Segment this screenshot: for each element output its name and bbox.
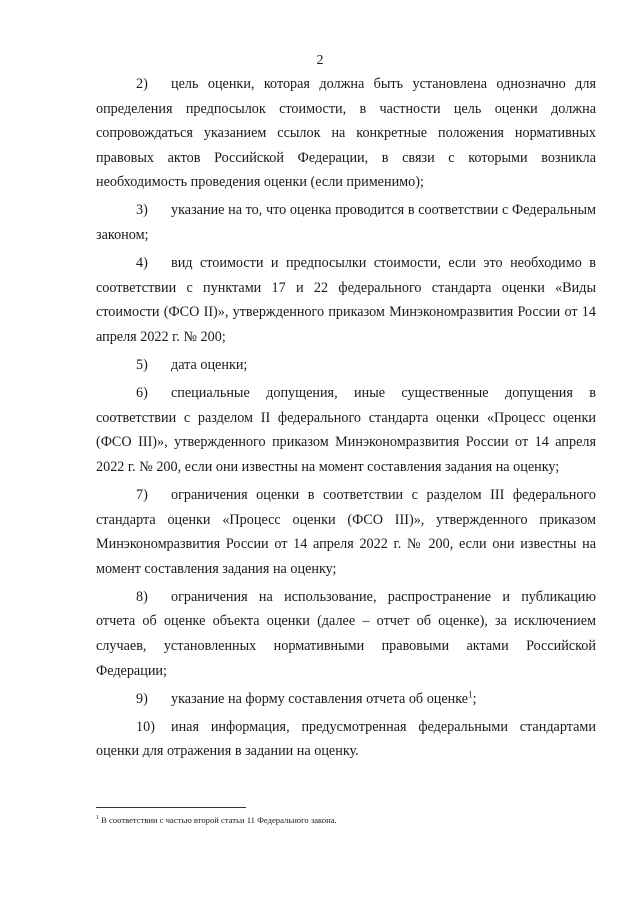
list-item-9	[96, 687, 596, 712]
item-text: ограничения оценки в соответствии с разделом III федерального стандарта оценки «Процесс оценки (ФСО III)», утвержденного приказом Минэкономразвития России от 14 апреля 2022 г. № 200, если они известны на момент составления задания на оценку;	[96, 487, 596, 577]
list-item-10	[96, 715, 596, 764]
list-item-7	[96, 483, 596, 581]
list-item-8	[96, 585, 596, 683]
item-number: 7)	[136, 487, 148, 503]
item-text: указание на форму составления отчета об оценке	[171, 690, 469, 707]
item-number: 6)	[136, 385, 148, 402]
page-number: 2	[316, 53, 324, 68]
list-item-6	[96, 381, 596, 479]
item-text: ограничения на использование, распространение и публикацию отчета об оценке объекта оценки (далее – отчет об оценке), за исключением случаев, установленных нормативными правовыми актами Российской Федерации;	[96, 588, 596, 679]
item-text: специальные допущения, иные существенные допущения в соответствии с разделом II федерального стандарта оценки «Процесс оценки (ФСО III)», утвержденного приказом Минэкономразвития России от 14 апреля 2022 г. № 200, если они известны на момент составления задания на оценку;	[96, 385, 596, 475]
item-text: указание на то, что оценка проводится в соответствии с Федеральным законом;	[96, 202, 596, 244]
item-text: цель оценки, которая должна быть установлена однозначно для определения предпосылок стоимости, в частности цель оценки должна сопровождаться указанием ссылок на конкретные положения нормативных правовых актов Российской Федерации, в связи с которыми возникла необходимость проведения оценки (если применимо);	[96, 76, 596, 191]
list-body	[96, 72, 596, 768]
item-number: 8)	[136, 588, 148, 605]
item-number: 5)	[136, 357, 148, 374]
item-text: дата оценки;	[171, 357, 248, 374]
list-item-5	[96, 353, 596, 378]
item-text-end: ;	[472, 690, 477, 707]
item-number: 9)	[136, 690, 148, 707]
item-number: 10)	[136, 718, 155, 735]
footnote-text: В соответствии с частью второй статьи 11 Федерального закона.	[99, 815, 337, 825]
footnote-reference[interactable]: 1	[468, 689, 473, 700]
item-number: 2)	[136, 76, 148, 92]
item-text: вид стоимости и предпосылки стоимости, если это необходимо в соответствии с пунктами 17 и 22 федерального стандарта оценки «Виды стоимости (ФСО II)», утвержденного приказом Минэкономразвития России от 14 апреля 2022 г. № 200;	[96, 255, 596, 345]
list-item-2	[96, 72, 596, 195]
item-text: иная информация, предусмотренная федеральными стандартами оценки для отражения в задании на оценку.	[96, 718, 596, 760]
item-number: 4)	[136, 255, 148, 272]
footnote	[96, 814, 596, 826]
list-item-3	[96, 198, 596, 247]
item-number: 3)	[136, 202, 148, 219]
list-item-4	[96, 251, 596, 349]
footnote-mark: 1	[96, 815, 99, 822]
footnote-divider	[96, 807, 246, 808]
